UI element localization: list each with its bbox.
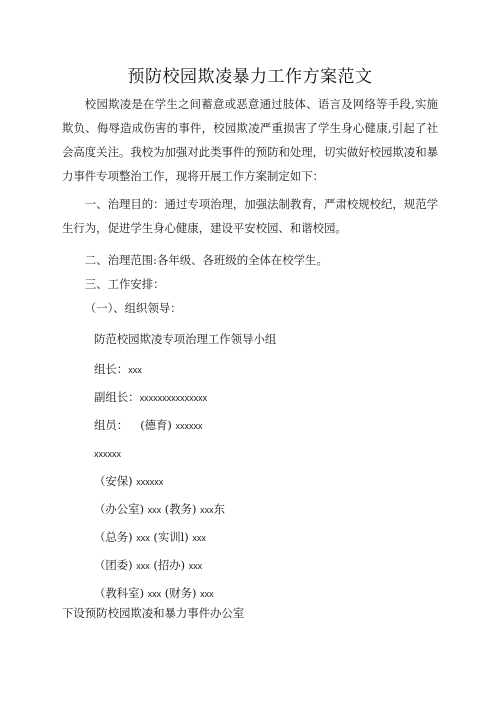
finance-label: (财务) <box>164 586 197 600</box>
league-row <box>94 557 202 574</box>
enroll-value: xxx <box>188 561 203 571</box>
security-label: （安保) <box>94 474 133 488</box>
leader-row <box>94 361 142 378</box>
general-value: xxx <box>136 533 150 543</box>
research-row <box>94 585 214 602</box>
group-name: 防范校园欺凌专项治理工作领导小组 <box>94 332 277 346</box>
office-row <box>94 501 225 518</box>
office-setup-line: 下设预防校园欺凌和暴力事件办公室 <box>62 606 245 620</box>
members-row <box>94 417 202 434</box>
scope-paragraph: 二、治理范围:各年级、各班级的全体在校学生。 <box>84 253 328 267</box>
league-value: xxx <box>136 561 150 571</box>
goal-paragraph: 一、治理目的：通过专项治理，加强法制教育，严肃校规校纪，规范学生行为，促进学生身心健康，建设平安校园、和谐校园。 <box>62 197 438 235</box>
research-label: （教科室) <box>94 586 145 600</box>
leader-value: xxx <box>128 365 142 375</box>
office-value: xxx <box>147 505 162 515</box>
general-row <box>94 529 206 546</box>
training-label: (实训l) <box>153 530 189 544</box>
teaching-value: xxx <box>200 505 214 515</box>
members-continued-value: xxxxxx <box>94 449 121 459</box>
research-value: xxx <box>147 589 162 599</box>
members-value: xxxxxx <box>175 421 203 431</box>
arrangement-heading: 三、工作安排： <box>84 277 165 291</box>
teaching-label: (教务) <box>164 502 197 516</box>
intro-paragraph: 校园欺凌是在学生之间蓄意或恶意通过肢体、语言及网络等手段,实施欺负、侮辱造成伤害的事件，校园欺凌严重损害了学生身心健康,引起了社会高度关注。我校为加强对此类事件的预防和处理，切实做好校园欺凌和暴力事件专项整治工作，现将开展工作方案制定如下： <box>62 97 438 183</box>
leader-label: 组长： <box>94 362 129 376</box>
office-label: （办公室) <box>94 502 145 516</box>
enroll-label: (招办) <box>153 558 186 572</box>
page-title: 预防校园欺凌暴力工作方案范文 <box>127 67 373 87</box>
teaching-suffix: 东 <box>213 502 225 516</box>
league-label: （团委) <box>94 558 133 572</box>
members-dept: (德育) <box>140 418 172 432</box>
deputy-label: 副组长： <box>94 390 140 404</box>
deputy-row <box>94 389 207 406</box>
organization-heading: （一）、组织领导： <box>84 301 182 315</box>
members-continued-row <box>94 445 121 462</box>
security-value: xxxxxx <box>136 477 164 487</box>
members-label: 组员： <box>94 418 129 432</box>
general-label: （总务) <box>94 530 133 544</box>
security-row <box>94 473 163 490</box>
deputy-value: xxxxxxxxxxxxxxx <box>139 393 208 403</box>
finance-value: xxx <box>200 589 214 599</box>
training-value: xxx <box>192 533 206 543</box>
